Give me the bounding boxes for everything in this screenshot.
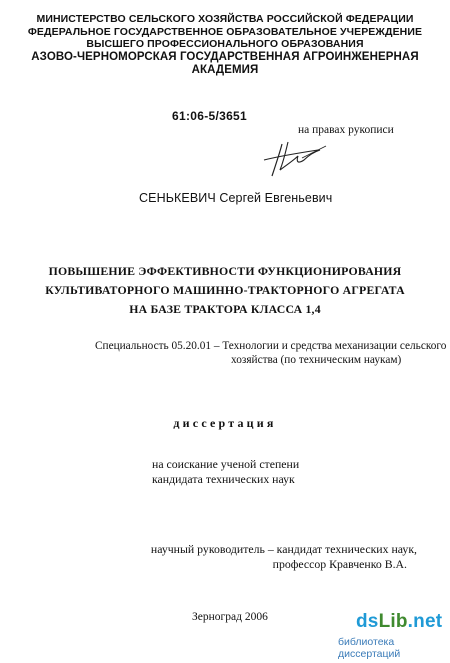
author-name: СЕНЬКЕВИЧ Сергей Евгеньевич [139, 191, 333, 205]
advisor [120, 542, 417, 572]
specialty [95, 340, 446, 367]
specialty-line-2: хозяйства (по техническим наукам) [231, 353, 402, 366]
title-line-1: ПОВЫШЕНИЕ ЭФФЕКТИВНОСТИ ФУНКЦИОНИРОВАНИЯ [48, 264, 402, 278]
document-type: диссертация [173, 416, 277, 430]
header-line-3: ВЫСШЕГО ПРОФЕССИОНАЛЬНОГО ОБРАЗОВАНИЯ [86, 38, 364, 50]
rights-note: на правах рукописи [298, 124, 394, 136]
dissertation-title [0, 264, 450, 317]
header-line-2: ФЕДЕРАЛЬНОЕ ГОСУДАРСТВЕННОЕ ОБРАЗОВАТЕЛЬНОЕ УЧЕРЕЖДЕНИЕ [27, 25, 423, 38]
header-line-4: АЗОВО-ЧЕРНОМОРСКАЯ ГОСУДАРСТВЕННАЯ АГРОИНЖЕНЕРНАЯ [31, 50, 419, 63]
degree-line-2: кандидата технических наук [152, 472, 295, 486]
title-line-3: НА БАЗЕ ТРАКТОРА КЛАССА 1,4 [129, 302, 321, 316]
title-line-2: КУЛЬТИВАТОРНОГО МАШИННО-ТРАКТОРНОГО АГРЕГАТА [45, 283, 405, 297]
catalog-code: 61:06-5/3651 [172, 109, 247, 123]
advisor-line-1: научный руководитель – кандидат технических наук, [150, 542, 417, 556]
degree-sought [152, 457, 299, 487]
degree-line-1: на соискание ученой степени [152, 457, 300, 471]
watermark-logo-text: dsLib.net [356, 611, 443, 632]
city-year: Зерноград 2006 [192, 611, 268, 623]
advisor-line-2: профессор Кравченко В.А. [272, 557, 407, 571]
signature-image [262, 138, 332, 180]
specialty-line-1: Специальность 05.20.01 – Технологии и средства механизации сельского [95, 340, 447, 352]
watermark-logo [356, 611, 442, 633]
header-line-5: АКАДЕМИЯ [191, 63, 259, 76]
watermark-caption: библиотека диссертаций [338, 636, 401, 660]
ministry-header [0, 13, 450, 77]
header-line-1: МИНИСТЕРСТВО СЕЛЬСКОГО ХОЗЯЙСТВА РОССИЙСКОЙ ФЕДЕРАЦИИ [36, 13, 414, 25]
